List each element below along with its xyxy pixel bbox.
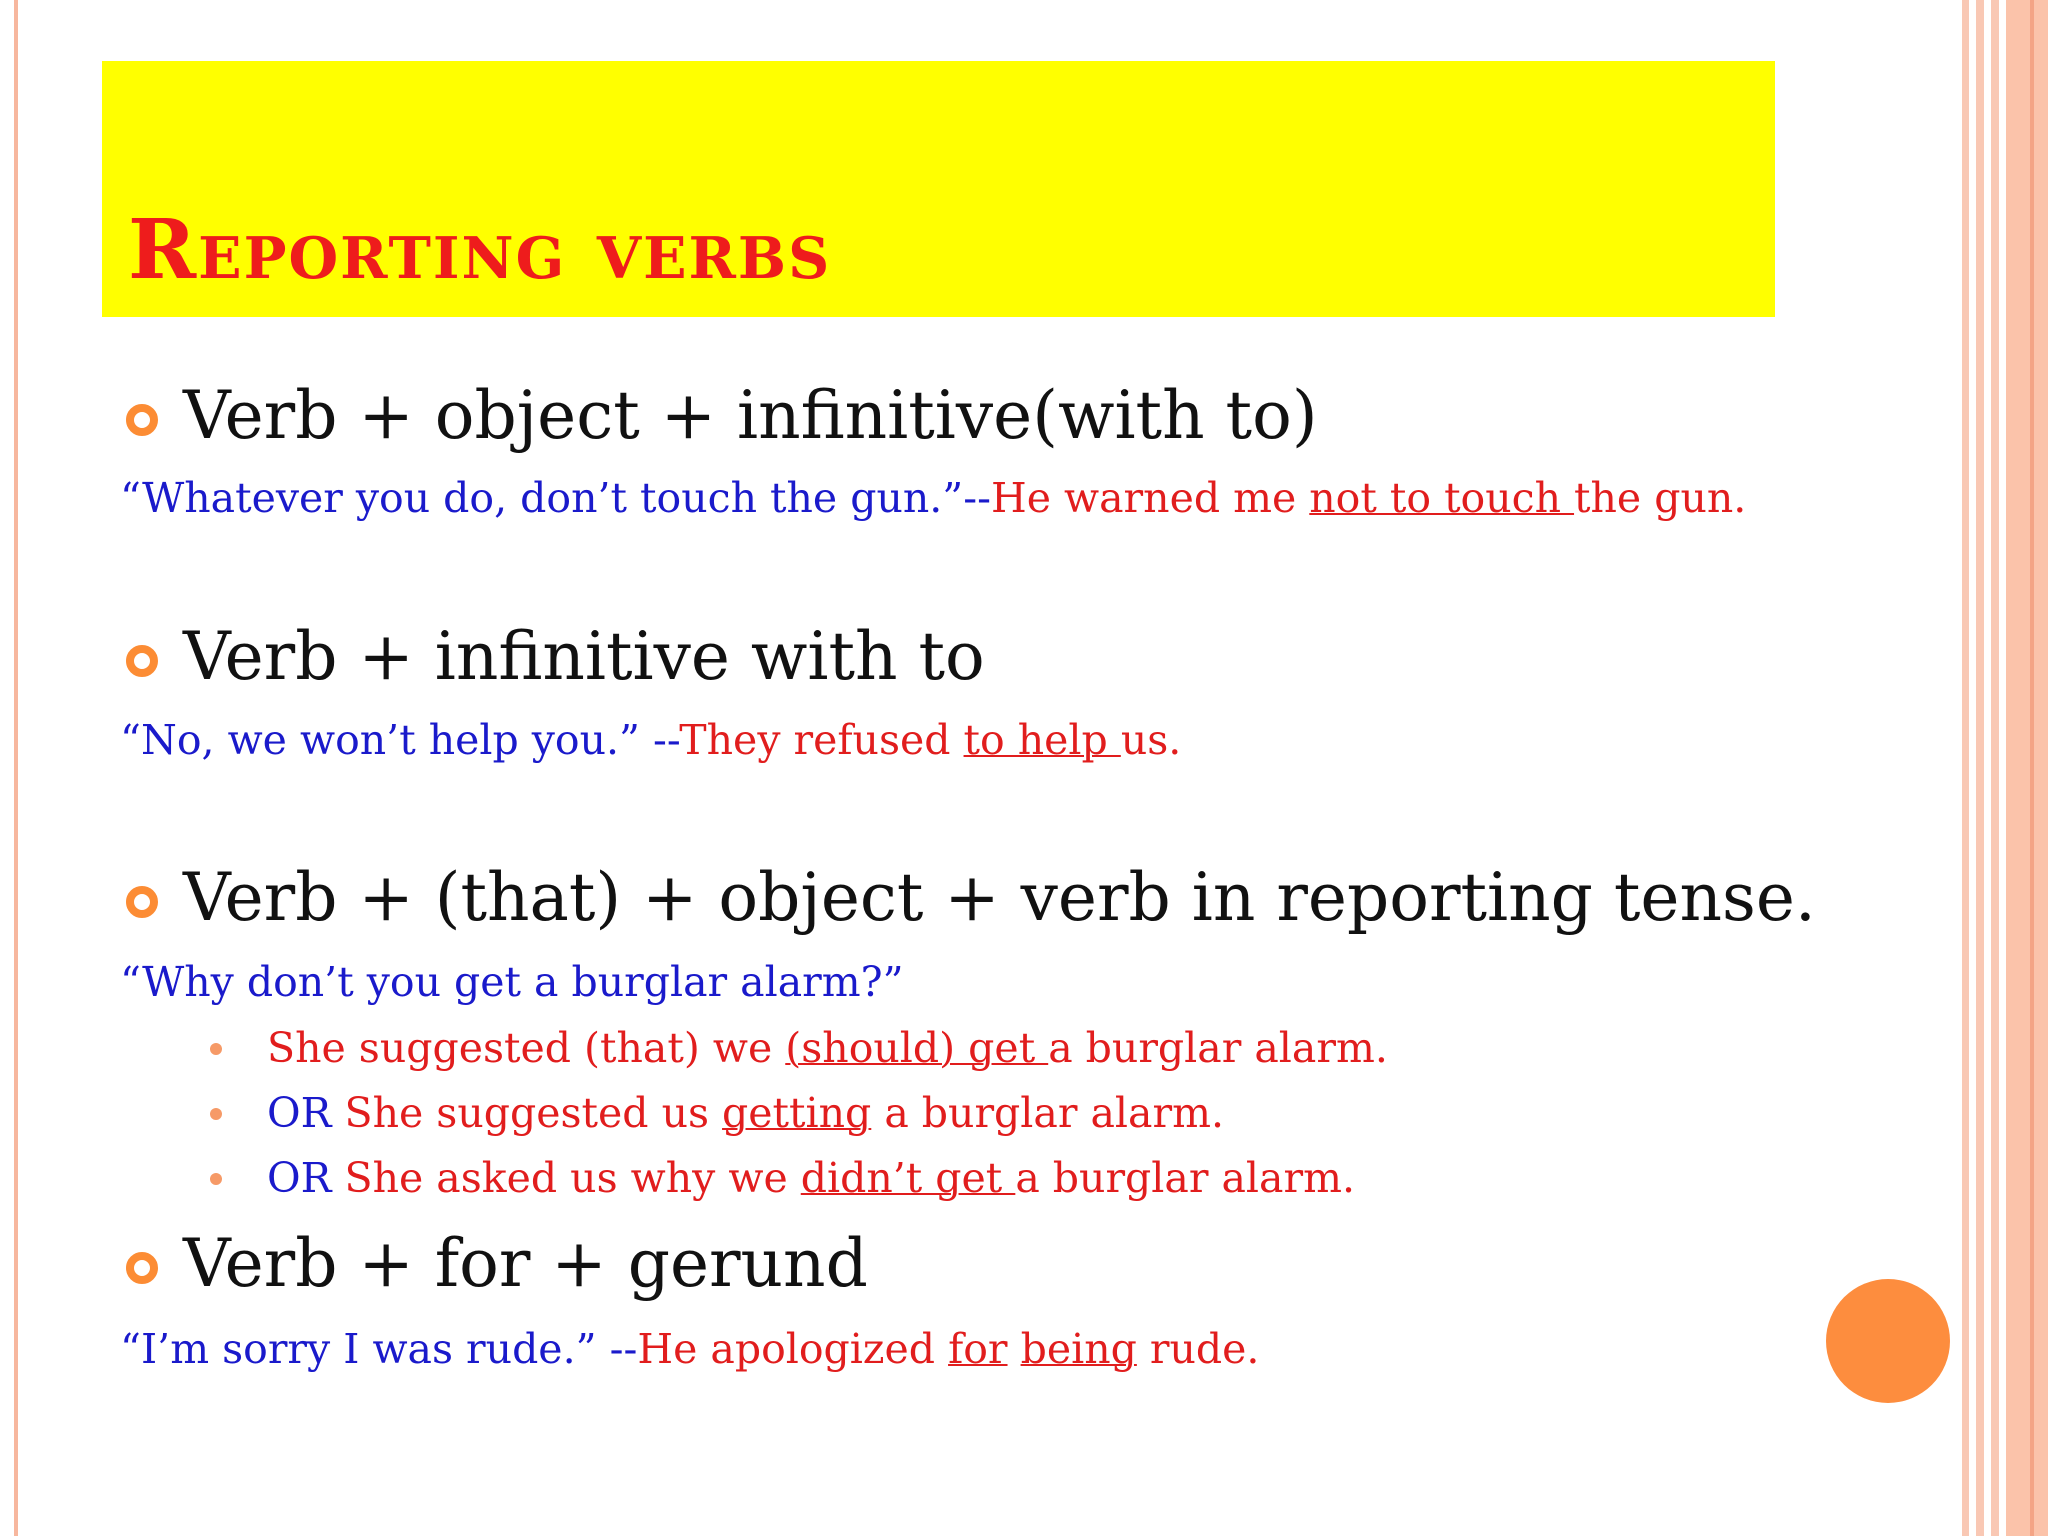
slide-title: Reporting verbs	[128, 202, 832, 298]
underlined-phrase: (should) get	[785, 1024, 1049, 1072]
sub-item-3	[267, 1154, 1355, 1202]
bullet-icon	[126, 645, 158, 677]
underlined-phrase: didn’t get	[800, 1154, 1016, 1202]
space	[1008, 1325, 1021, 1373]
right-border-line-1	[1962, 0, 1969, 1536]
quote: “I’m sorry I was rude.”	[120, 1325, 610, 1373]
report-text-end: a burglar alarm.	[1015, 1154, 1355, 1202]
right-border-band	[2006, 0, 2048, 1536]
section-heading-3: Verb + (that) + object + verb in reporting tense.	[183, 859, 1816, 936]
section-heading-1: Verb + object + infinitive(with to)	[183, 377, 1318, 454]
sub-item-1	[267, 1024, 1388, 1072]
sub-bullet-dot	[210, 1108, 222, 1120]
report-text: He apologized	[637, 1325, 949, 1373]
underlined-phrase-2: being	[1020, 1325, 1137, 1373]
example-line-3	[120, 958, 904, 1006]
report-text-end: a burglar alarm.	[1048, 1024, 1388, 1072]
bullet-icon	[126, 1252, 158, 1284]
quote: “No, we won’t help you.”	[120, 716, 654, 764]
report-text: She suggested (that) we	[267, 1024, 786, 1072]
report-text-end: us.	[1120, 716, 1182, 764]
example-line-4	[120, 1325, 1260, 1373]
example-line-2	[120, 716, 1182, 764]
bullet-icon	[126, 886, 158, 918]
or-prefix: OR	[267, 1154, 345, 1202]
sub-item-2	[267, 1089, 1224, 1137]
underlined-phrase: getting	[722, 1089, 872, 1137]
report-text: He warned me	[990, 474, 1310, 522]
right-border-line-4	[2030, 0, 2034, 1536]
dash: --	[609, 1325, 638, 1373]
section-heading-4: Verb + for + gerund	[183, 1225, 868, 1302]
report-text-end: rude.	[1136, 1325, 1260, 1373]
right-border-line-2	[1976, 0, 1984, 1536]
report-text-end: the gun.	[1574, 474, 1747, 522]
section-heading-2: Verb + infinitive with to	[183, 618, 985, 695]
or-prefix: OR	[267, 1089, 345, 1137]
title-band	[102, 61, 1775, 317]
left-border-line	[14, 0, 18, 1536]
underlined-phrase: not to touch	[1309, 474, 1575, 522]
bullet-icon	[126, 404, 158, 436]
quote: “Whatever you do, don’t touch the gun.”	[120, 474, 964, 522]
report-text: She suggested us	[344, 1089, 723, 1137]
quote: “Why don’t you get a burglar alarm?”	[120, 958, 904, 1006]
dash: --	[653, 716, 680, 764]
report-text: She asked us why we	[344, 1154, 801, 1202]
sub-bullet-dot	[210, 1173, 222, 1185]
underlined-phrase: for	[948, 1325, 1008, 1373]
example-line-1	[120, 474, 1747, 522]
report-text-end: a burglar alarm.	[871, 1089, 1224, 1137]
decorative-circle	[1826, 1279, 1950, 1403]
report-text: They refused	[679, 716, 964, 764]
dash: --	[963, 474, 991, 522]
sub-bullet-dot	[210, 1043, 222, 1055]
underlined-phrase: to help	[963, 716, 1121, 764]
right-border-line-3	[1991, 0, 1999, 1536]
